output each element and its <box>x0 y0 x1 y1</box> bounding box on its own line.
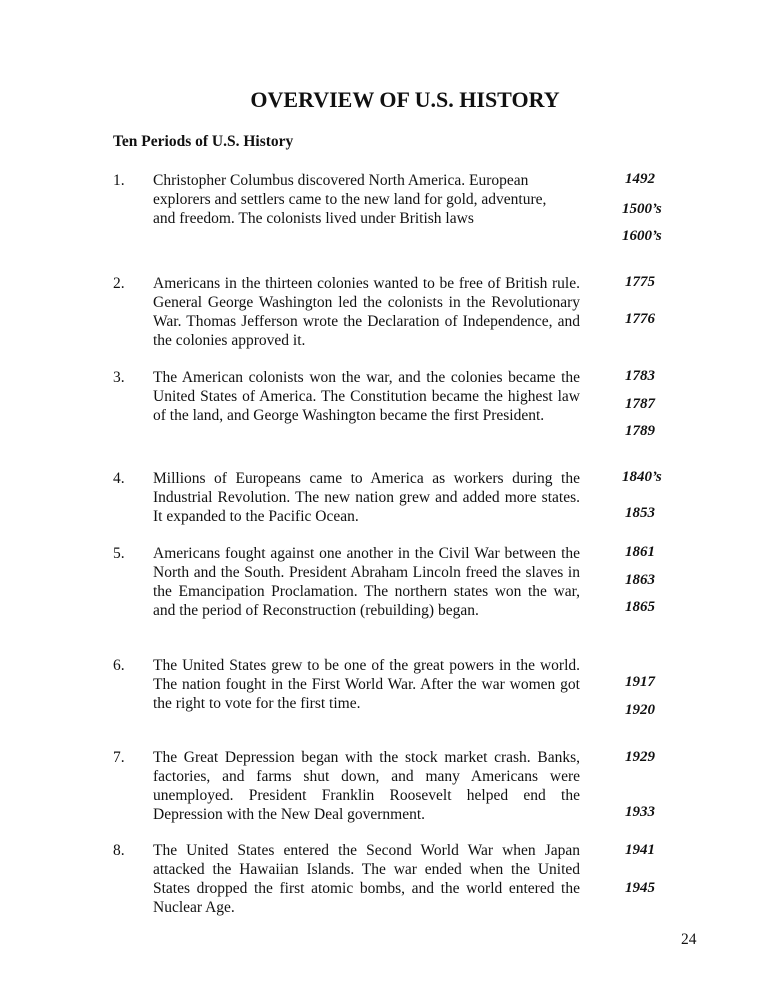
item-date: 1789 <box>625 423 655 439</box>
item-date: 1787 <box>625 396 655 412</box>
page-title: OVERVIEW OF U.S. HISTORY <box>250 87 560 112</box>
item-date: 1945 <box>625 880 655 896</box>
item-date: 1853 <box>625 505 655 521</box>
item-text: The United States grew to be one of the great powers in the world. The nation fought in the First World War. After the war women got the right to vote for the first time. <box>153 657 580 712</box>
item-date: 1783 <box>625 368 655 384</box>
item-number: 4. <box>113 470 125 487</box>
item-number: 2. <box>113 275 125 292</box>
item-date: 1840’s <box>622 469 662 485</box>
item-date: 1920 <box>625 702 655 718</box>
item-text: The United States entered the Second World War when Japan attacked the Hawaiian Islands. The war ended when the United States dropped the first atomic bombs, and the world entered the Nuclear Age. <box>153 842 580 916</box>
item-date: 1776 <box>625 311 655 327</box>
item-date: 1775 <box>625 274 655 290</box>
item-text: Millions of Europeans came to America as workers during the Industrial Revolution. The new nation grew and added more states. It expanded to the Pacific Ocean. <box>153 470 580 525</box>
item-text: Christopher Columbus discovered North America. European explorers and settlers came to the new land for gold, adventure, and freedom. The colonists lived under British laws <box>153 172 547 227</box>
item-date: 1863 <box>625 572 655 588</box>
item-number: 5. <box>113 545 125 562</box>
section-heading: Ten Periods of U.S. History <box>113 133 294 150</box>
item-date: 1600’s <box>622 228 662 244</box>
item-number: 1. <box>113 172 125 189</box>
item-text: Americans fought against one another in the Civil War between the North and the South. President Abraham Lincoln freed the slaves in the Emancipation Proclamation. The northern states won the war, and the period of Reconstruction (rebuilding) began. <box>153 545 580 619</box>
item-date: 1492 <box>625 171 655 187</box>
page-number: 24 <box>681 931 697 948</box>
item-date: 1941 <box>625 842 655 858</box>
item-number: 6. <box>113 657 125 674</box>
item-text: The American colonists won the war, and the colonies became the United States of America. The Constitution became the highest law of the land, and George Washington became the first President. <box>153 369 580 424</box>
item-text: The Great Depression began with the stock market crash. Banks, factories, and farms shut down, and many Americans were unemployed. President Franklin Roosevelt helped end the Depression with the New Deal government. <box>153 749 580 823</box>
item-date: 1933 <box>625 804 655 820</box>
item-date: 1861 <box>625 544 655 560</box>
item-number: 3. <box>113 369 125 386</box>
item-date: 1917 <box>625 674 655 690</box>
item-date: 1865 <box>625 599 655 615</box>
item-date: 1500’s <box>622 201 662 217</box>
item-number: 7. <box>113 749 125 766</box>
item-text: Americans in the thirteen colonies wanted to be free of British rule. General George Washington led the colonists in the Revolutionary War. Thomas Jefferson wrote the Declaration of Independence, and the colonies approved it. <box>153 275 580 349</box>
item-date: 1929 <box>625 749 655 765</box>
item-number: 8. <box>113 842 125 859</box>
